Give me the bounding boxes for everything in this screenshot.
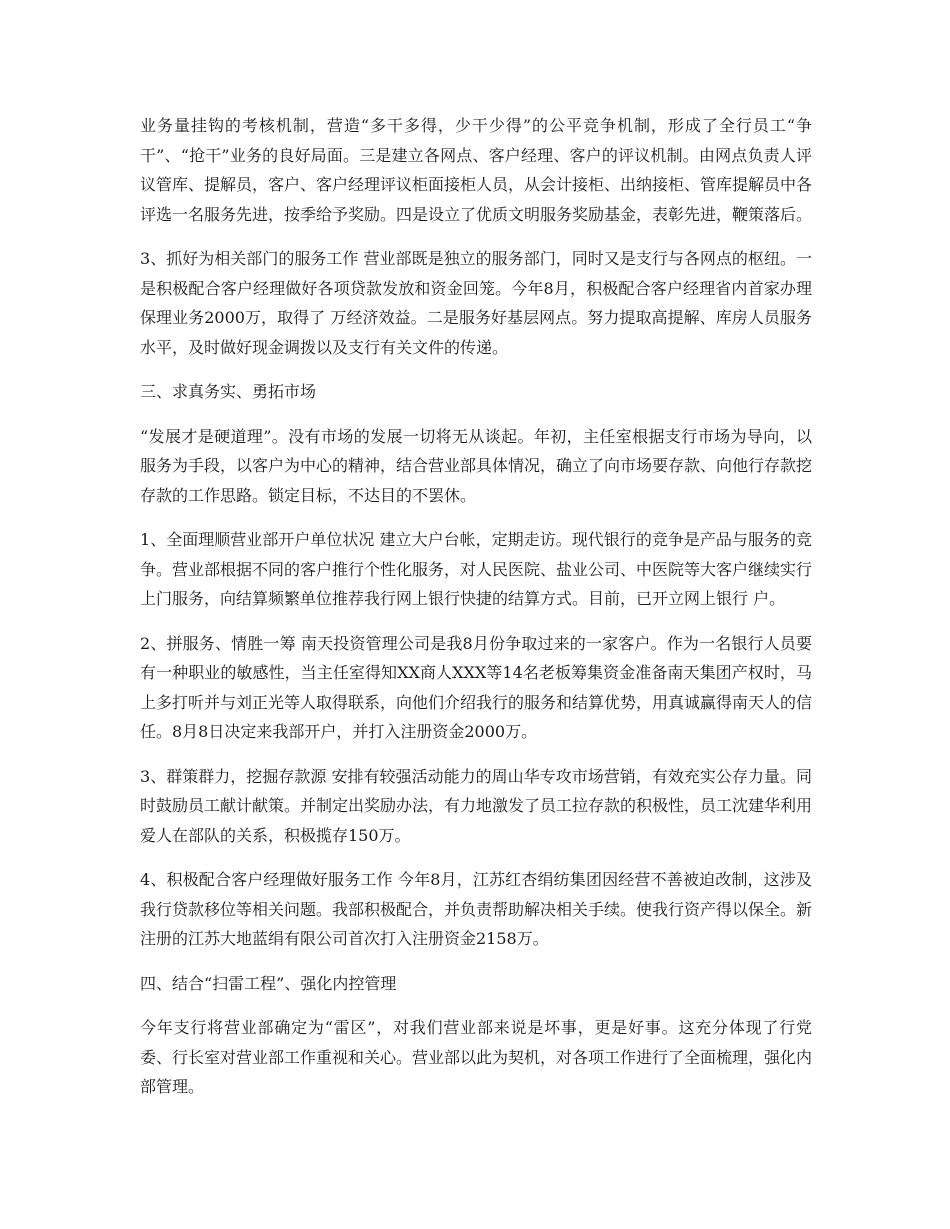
paragraph-evaluation-mechanism: 业务量挂钩的考核机制，营造“多干多得，少干少得”的公平竞争机制，形成了全行员工“争干”、“抢干”业务的良好局面。三是建立各网点、客户经理、客户的评议机制。由网点负责人评议管库、提解员，客户、客户经理评议柜面接柜人员，从会计接柜、出纳接柜、管库提解员中各评选一名服务先进，按季给予奖励。四是设立了优质文明服务奖励基金，表彰先进，鞭策落后。	[140, 116, 813, 224]
paragraph-risk-zone: 今年支行将营业部确定为“雷区”，对我们营业部来说是坏事，更是好事。这充分体现了行党委、行长室对营业部工作重视和关心。营业部以此为契机，对各项工作进行了全面梳理，强化内部管理。	[140, 1018, 813, 1096]
paragraph-deposit-sources: 3、群策群力，挖掘存款源 安排有较强活动能力的周山华专攻市场营销，有效充实公存力量。同时鼓励员工献计献策。并制定出奖励办法，有力地激发了员工拉存款的积极性，员工沈建华利用爱人在部队的关系，积极揽存150万。	[140, 766, 813, 845]
section-heading-market: 三、求真务实、勇拓市场	[140, 382, 317, 401]
paragraph-service-departments: 3、抓好为相关部门的服务工作 营业部既是独立的服务部门，同时又是支行与各网点的枢纽。一是积极配合客户经理做好各项贷款发放和资金回笼。今年8月，积极配合客户经理省内首家办理保理业务2000万，取得了 万经济效益。二是服务好基层网点。努力提取高提解、库房人员服务水平，及时做好现金调拨以及支行有关文件的传递。	[140, 249, 812, 357]
section-heading-internal-control: 四、结合“扫雷工程”、强化内控管理	[140, 973, 397, 993]
paragraph-development: “发展才是硬道理”。没有市场的发展一切将无从谈起。年初，主任室根据支行市场为导向，以服务为手段，以客户为中心的精神，结合营业部具体情况，确立了向市场要存款、向他行存款挖存款的工作思路。锁定目标，不达目的不罢休。	[140, 426, 813, 505]
paragraph-service-competition: 2、拼服务、情胜一筹 南天投资管理公司是我8月份争取过来的一家客户。作为一名银行人员要有一种职业的敏感性，当主任室得知XX商人XXX等14名老板筹集资金准备南天集团产权时，马上多打听并与刘正光等人取得联系，向他们介绍我行的服务和结算优势，用真诚赢得南天人的信任。8月8日决定来我部开户，并打入注册资金2000万。	[140, 633, 813, 741]
paragraph-customer-manager-support: 4、积极配合客户经理做好服务工作 今年8月，江苏红杏绢纺集团因经营不善被迫改制，这涉及我行贷款移位等相关问题。我部积极配合，并负责帮助解决相关手续。使我行资产得以保全。新注册的江苏大地蓝绢有限公司首次打入注册资金2158万。	[140, 870, 813, 948]
document-body	[140, 111, 812, 1117]
paragraph-account-units: 1、全面理顺营业部开户单位状况 建立大户台帐，定期走访。现代银行的竞争是产品与服务的竞争。营业部根据不同的客户推行个性化服务，对人民医院、盐业公司、中医院等大客户继续实行上门服务，向结算频繁单位推荐我行网上银行快捷的结算方式。目前，已开立网上银行 户。	[140, 530, 813, 608]
